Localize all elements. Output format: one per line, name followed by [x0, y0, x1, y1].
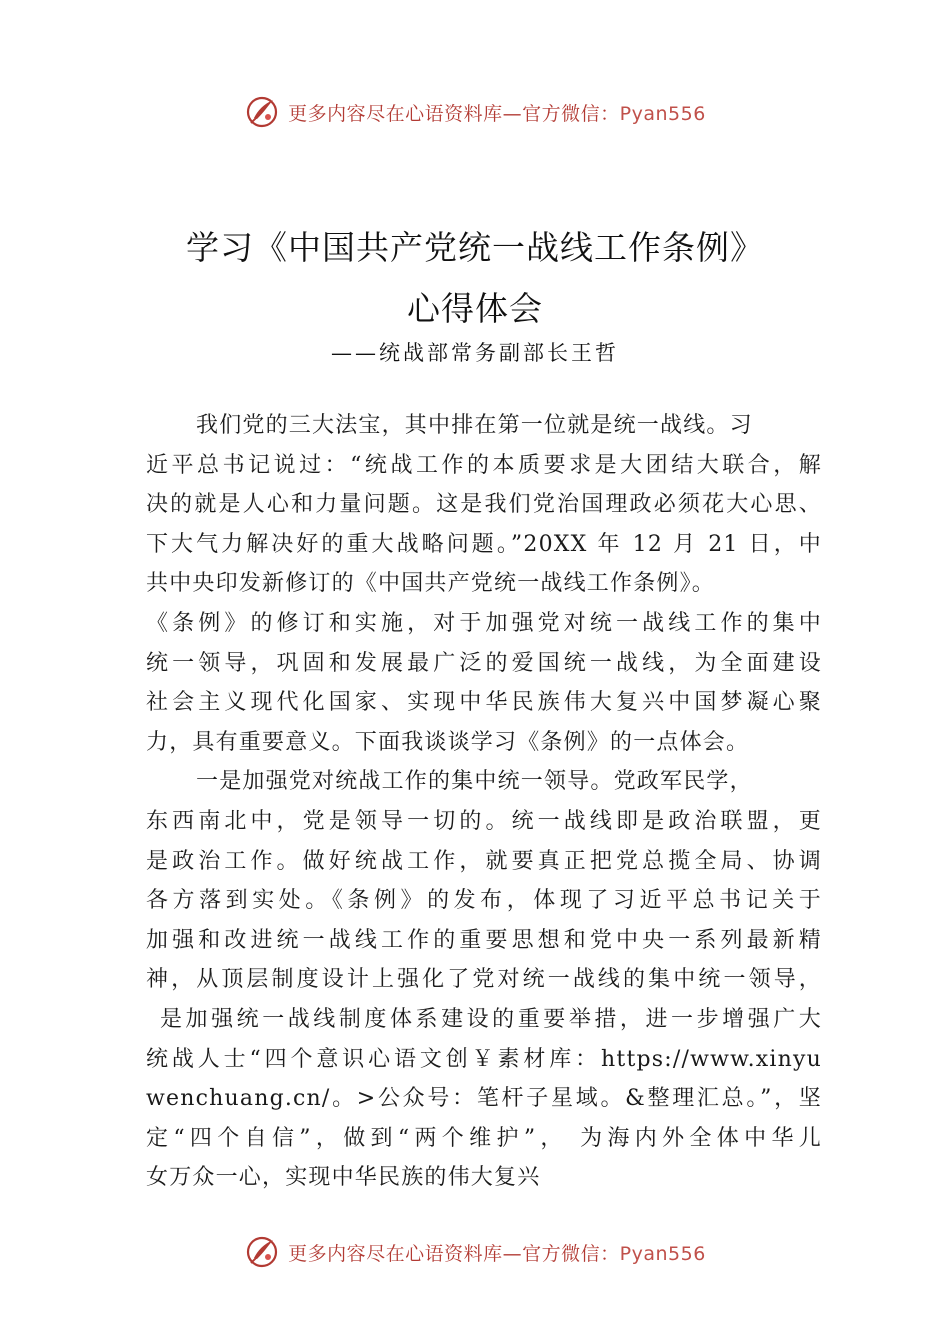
footer-watermark	[0, 1232, 950, 1272]
text-line: 神，从顶层制度设计上强化了党对统一战线的集中统一领导，	[146, 967, 822, 993]
wechat-id: Pyan556	[619, 102, 706, 125]
document-title-line1: 学习《中国共产党统一战线工作条例》	[186, 228, 764, 267]
paragraph-1	[146, 406, 822, 762]
text-line: 力，具有重要意义。下面我谈谈学习《条例》的一点体会。	[146, 729, 750, 755]
paragraph-2	[146, 762, 822, 1198]
text-line: 定“四个自信”，做到“两个维护”， 为海内外全体中华儿	[146, 1125, 822, 1151]
text-line: 近平总书记说过：“统战工作的本质要求是大团结大联合，解	[146, 452, 822, 478]
header-watermark	[0, 92, 950, 132]
quill-circle-logo-icon	[244, 94, 280, 130]
text-line: 东西南北中，党是领导一切的。统一战线即是政治联盟，更	[146, 808, 822, 834]
watermark-text: 更多内容尽在心语资料库—官方微信：Pyan556	[288, 102, 706, 125]
text-line: 一是加强党对统战工作的集中统一领导。党政军民学，	[196, 769, 753, 795]
text-line: 我们党的三大法宝，其中排在第一位就是统一战线。习	[196, 413, 753, 438]
text-line: 决的就是人心和力量问题。这是我们党治国理政必须花大心思、	[146, 492, 822, 518]
text-line: wenchuang.cn/。>公众号：笔杆子星域。&整理汇总。”，坚	[146, 1086, 822, 1112]
text-line: 共中央印发新修订的《中国共产党统一战线工作条例》。	[146, 571, 716, 597]
text-line: 统战人士“四个意识心语文创￥素材库：https://www.xinyu	[146, 1046, 822, 1072]
text-line: 《条例》的修订和实施，对于加强党对统一战线工作的集中	[146, 610, 822, 636]
text-line: 下大气力解决好的重大战略问题。”20XX 年 12 月 21 日，中	[146, 531, 822, 557]
document-body	[146, 406, 822, 1198]
text-line: 各方落到实处。《条例》的发布，体现了习近平总书记关于	[146, 888, 822, 914]
text-line: 女万众一心，实现中华民族的伟大复兴	[146, 1165, 541, 1191]
watermark-text: 更多内容尽在心语资料库—官方微信：Pyan556	[288, 1242, 706, 1265]
wechat-id: Pyan556	[619, 1242, 706, 1265]
document-title-line2: 心得体会	[407, 289, 543, 328]
text-line: 加强和改进统一战线工作的重要思想和党中央一系列最新精	[146, 927, 822, 953]
text-line: 社会主义现代化国家、实现中华民族伟大复兴中国梦凝心聚	[146, 690, 822, 716]
text-line: 是政治工作。做好统战工作，就要真正把党总揽全局、协调	[146, 848, 822, 874]
document-byline: ——统战部常务副部长王哲	[331, 341, 619, 365]
quill-circle-logo-icon	[244, 1234, 280, 1270]
text-line: 统一领导，巩固和发展最广泛的爱国统一战线，为全面建设	[146, 650, 822, 676]
text-line: 是加强统一战线制度体系建设的重要举措，进一步增强广大	[160, 1006, 822, 1032]
